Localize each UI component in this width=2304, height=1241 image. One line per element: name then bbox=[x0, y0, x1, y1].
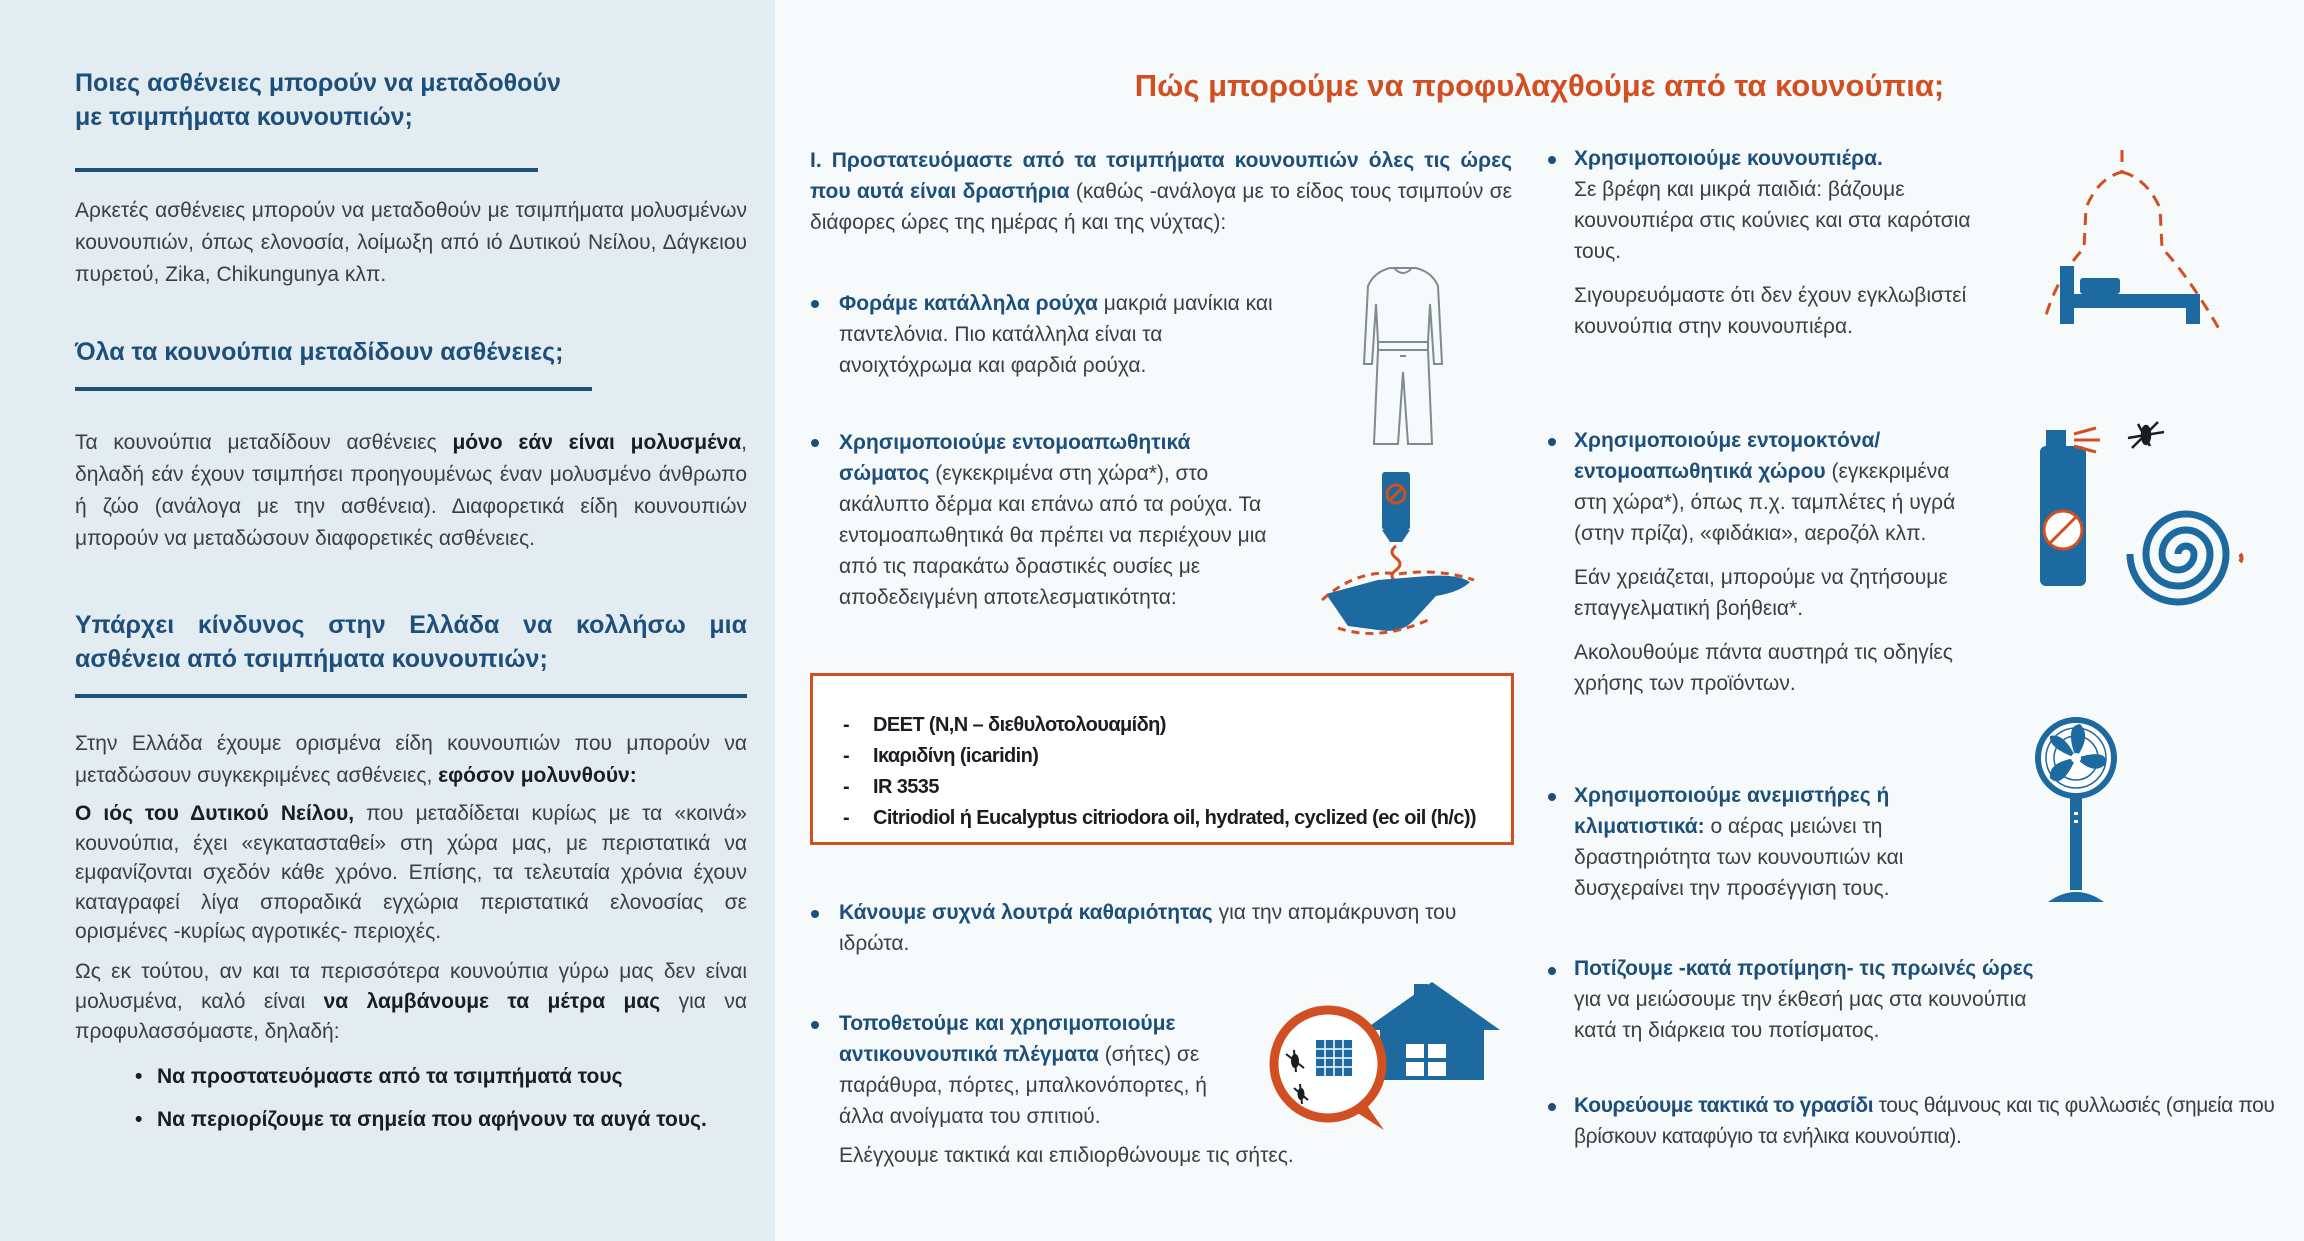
active-substances-box bbox=[810, 673, 1514, 845]
fan-icon bbox=[2034, 716, 2120, 904]
house-screen-icon bbox=[1264, 980, 1500, 1136]
bullet-dot bbox=[811, 439, 819, 447]
bed-net-icon bbox=[2036, 148, 2226, 338]
list-item: - IR 3535 bbox=[843, 776, 939, 798]
repellent-hand-icon bbox=[1318, 470, 1478, 642]
bullet-dot bbox=[1548, 793, 1556, 801]
greece-paragraph-2: Ο ιός του Δυτικού Νείλου, που μεταδίδεται κυρίως με τα «κοινά» κουνούπια, έχει «εγκατασταθεί» στη χώρα μας, με περιστατικά να εμφανίζονται σχεδόν κάθε χρόνο. Επίσης, τα τελευταία χρόνια έχουν καταγραφεί λίγα σποραδικά εγχώρια περιστατικά ελονοσίας σε ορισμένες -κυρίως αγροτικές- περιοχές. bbox=[75, 802, 747, 943]
bullet-dot bbox=[1548, 1103, 1556, 1111]
greece-paragraph-1: Στην Ελλάδα έχουμε ορισμένα είδη κουνουπιών που μπορούν να μεταδώσουν συγκεκριμένες ασθένειες, εφόσον μολυνθούν: bbox=[75, 732, 747, 787]
list-item: - Citriodiol ή Eucalyptus citriodora oil, hydrated, cyclized (ec oil (h/c)) bbox=[843, 807, 1476, 829]
left-panel bbox=[0, 0, 775, 1241]
net-text: Χρησιμοποιούμε κουνουπιέρα. Σε βρέφη και μικρά παιδιά: βάζουμε κουνουπιέρα στις κούνιες και στα καρότσια τους. bbox=[1574, 147, 1971, 263]
section-text-infected: Τα κουνούπια μεταδίδουν ασθένειες μόνο εάν είναι μολυσμένα, δηλαδή εάν έχουν τσιμπήσει προηγουμένως έναν μολυσμένο άνθρωπο ή ζώο (ανάλογα με την ασθένεια). Διαφορετικά είδη κουνουπιών μπορούν να μεταδώσουν διαφορετικές ασθένειες. bbox=[75, 431, 747, 550]
section-title-all-mosquitoes: Όλα τα κουνούπια μεταδίδουν ασθένειες; bbox=[75, 338, 564, 366]
bullet-dot bbox=[1548, 156, 1556, 164]
section-rule bbox=[75, 387, 592, 391]
net-check-text: Σιγουρευόμαστε ότι δεν έχουν εγκλωβιστεί κουνούπια στην κουνουπιέρα. bbox=[1574, 284, 1967, 338]
section-title bbox=[75, 66, 715, 134]
bullet-dot bbox=[811, 1021, 819, 1029]
list-item: • Να προστατευόμαστε από τα τσιμπήματά τους bbox=[135, 1055, 775, 1098]
intro-text: I. Προστατευόμαστε από τα τσιμπήματα κουνουπιών όλες τις ώρες που αυτά είναι δραστήρια (καθώς -ανάλογα με το είδος τους τσιμπούν σε διάφορες ώρες της ημέρας ή και της νύχτας): bbox=[810, 149, 1512, 234]
watering-text: Ποτίζουμε -κατά προτίμηση- τις πρωινές ώρες για να μειώσουμε την έκθεσή μας στα κουνούπια κατά τη διάρκεια του ποτίσματος. bbox=[1574, 957, 2034, 1042]
title-line-1: Ποιες ασθένειες μπορούν να μεταδοθούν bbox=[75, 69, 561, 97]
baths-text: Κάνουμε συχνά λουτρά καθαριότητας για την απομάκρυνση του ιδρώτα. bbox=[839, 901, 1457, 955]
title-line-2: με τσιμπήματα κουνουπιών; bbox=[75, 103, 413, 131]
list-item: • Να περιορίζουμε τα σημεία που αφήνουν τα αυγά τους. bbox=[135, 1098, 775, 1141]
fans-text: Χρησιμοποιούμε ανεμιστήρες ή κλιματιστικά: ο αέρας μειώνει τη δραστηριότητα των κουνουπιών και δυσχεραίνει την προσέγγιση τους. bbox=[1574, 784, 1904, 900]
bullet-dot bbox=[1548, 438, 1556, 446]
clothes-icon bbox=[1362, 264, 1444, 448]
screens-check-text: Ελέγχουμε τακτικά και επιδιορθώνουμε τις σήτες. bbox=[839, 1144, 1294, 1167]
bullet-dot bbox=[811, 300, 819, 308]
list-item: - Ικαριδίνη (icaridin) bbox=[843, 745, 1039, 767]
measures-list bbox=[135, 1055, 775, 1141]
section-rule bbox=[75, 694, 747, 698]
repellent-text: Χρησιμοποιούμε εντομοαπωθητικά σώματος (εγκεκριμένα στη χώρα*), στο ακάλυπτο δέρμα και επάνω από τα ρούχα. Τα εντομοαπωθητικά θα πρέπει να περιέχουν μια από τις παρακάτω δραστικές ουσίες με αποδεδειγμένη αποτελεσματικότητα: bbox=[839, 431, 1267, 609]
spaces-instructions-text: Ακολουθούμε πάντα αυστηρά τις οδηγίες χρήσης των προϊόντων. bbox=[1574, 641, 1953, 695]
section-rule bbox=[75, 168, 538, 172]
bullet-dot bbox=[1548, 967, 1556, 975]
greece-paragraph-3: Ως εκ τούτου, αν και τα περισσότερα κουνούπια γύρω μας δεν είναι μολυσμένα, καλό είναι να λαμβάνουμε τα μέτρα μας για να προφυλασσόμαστε, δηλαδή: bbox=[75, 960, 747, 1043]
section-title-greece-risk: Υπάρχει κίνδυνος στην Ελλάδα να κολλήσω μια ασθένεια από τσιμπήματα κουνουπιών; bbox=[75, 611, 747, 673]
section-text: Αρκετές ασθένειες μπορούν να μεταδοθούν με τσιμπήματα μολυσμένων κουνουπιών, όπως ελονοσία, λοίμωξη από ιό Δυτικού Νείλου, Δάγκειου πυρετού, Zika, Chikungunya κλπ. bbox=[75, 199, 747, 286]
list-item: - DEET (N,N – διεθυλοτολουαμίδη) bbox=[843, 714, 1166, 736]
spaces-text: Χρησιμοποιούμε εντομοκτόνα/ εντομοαπωθητικά χώρου (εγκεκριμένα στη χώρα*), όπως π.χ. ταμπλέτες ή υγρά (στην πρίζα), «φιδάκια», αεροζόλ κλπ. bbox=[1574, 429, 1956, 545]
bullet-dot bbox=[811, 910, 819, 918]
screens-text: Τοποθετούμε και χρησιμοποιούμε αντικουνουπικά πλέγματα (σήτες) σε παράθυρα, πόρτες, μπαλκονόπορτες, ή άλλα ανοίγματα του σπιτιού. bbox=[839, 1012, 1207, 1128]
clothes-text: Φοράμε κατάλληλα ρούχα μακριά μανίκια και παντελόνια. Πιο κατάλληλα είναι τα ανοιχτόχρωμα και φαρδιά ρούχα. bbox=[839, 292, 1273, 377]
substances-list bbox=[813, 676, 1511, 834]
page-title: Πώς μπορούμε να προφυλαχθούμε από τα κουνούπια; bbox=[1134, 68, 1945, 103]
section-diseases bbox=[75, 66, 715, 134]
spray-coil-icon bbox=[2036, 420, 2232, 616]
space-repellent-block bbox=[1574, 425, 1974, 699]
bed-net-block bbox=[1574, 143, 1994, 342]
mowing-text: Κουρεύουμε τακτικά το γρασίδι τους θάμνους και τις φυλλωσιές (σημεία που βρίσκουν καταφύγιο τα ενήλικα κουνούπια). bbox=[1574, 1094, 2275, 1148]
spaces-help-text: Εάν χρειάζεται, μπορούμε να ζητήσουμε επαγγελματική βοήθεια*. bbox=[1574, 566, 1948, 620]
